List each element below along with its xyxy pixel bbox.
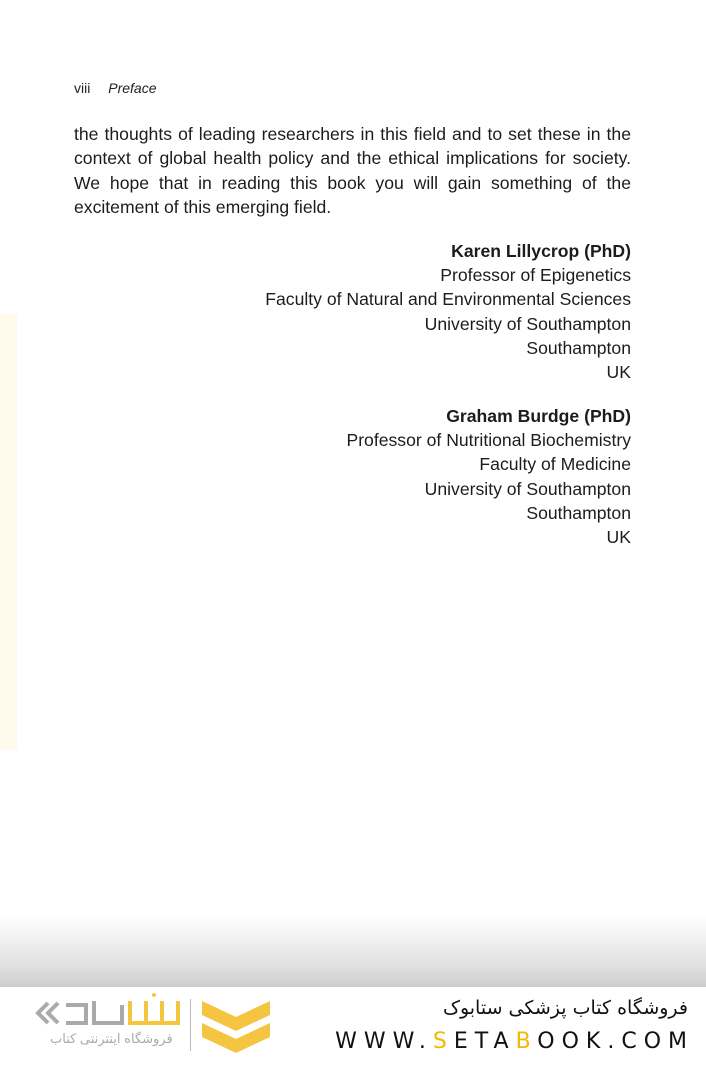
body-text: [74, 122, 631, 219]
logo-wordmark-icon: [30, 991, 190, 1031]
author-name: Karen Lillycrop (PhD): [451, 241, 631, 261]
url-suffix: OOK.COM: [537, 1029, 694, 1054]
store-url[interactable]: [335, 1029, 694, 1054]
author-title: Professor of Nutritional Biochemistry: [346, 430, 631, 451]
author-faculty: Faculty of Medicine: [479, 454, 631, 475]
signature-block-1: [265, 239, 631, 384]
author-faculty: Faculty of Natural and Environmental Sciences: [265, 289, 631, 310]
url-mid: ETA: [453, 1029, 516, 1054]
page-edge-strip: [0, 314, 17, 750]
author-name: Graham Burdge (PhD): [446, 406, 631, 426]
author-country: UK: [606, 527, 631, 548]
running-header: [74, 80, 156, 96]
watermark-footer: [0, 987, 706, 1065]
paragraph: the thoughts of leading researchers in this field and to set these in the context of global health policy and the ethical implications for society. We hope that in reading this book you will gain something of the excitement of this emerging field.: [74, 124, 631, 217]
chevron-logo-icon: [200, 995, 272, 1055]
logo-divider: [190, 999, 191, 1051]
page-number: viii: [74, 80, 91, 96]
url-highlight-s: S: [432, 1029, 454, 1054]
author-title: Professor of Epigenetics: [440, 265, 631, 286]
logo-tagline: فروشگاه اینترنتی کتاب: [50, 1031, 173, 1046]
author-university: University of Southampton: [424, 478, 631, 499]
url-prefix: WWW.: [335, 1029, 433, 1054]
store-name: فروشگاه کتاب پزشکی ستابوک: [442, 997, 688, 1019]
signature-block-2: [346, 404, 631, 549]
author-university: University of Southampton: [424, 313, 631, 334]
footer-shadow: [0, 915, 706, 987]
author-city: Southampton: [526, 337, 631, 358]
author-city: Southampton: [526, 502, 631, 523]
section-title: Preface: [108, 80, 157, 96]
url-highlight-b: B: [515, 1029, 538, 1054]
author-country: UK: [606, 362, 631, 383]
setabook-logo: [30, 991, 275, 1055]
